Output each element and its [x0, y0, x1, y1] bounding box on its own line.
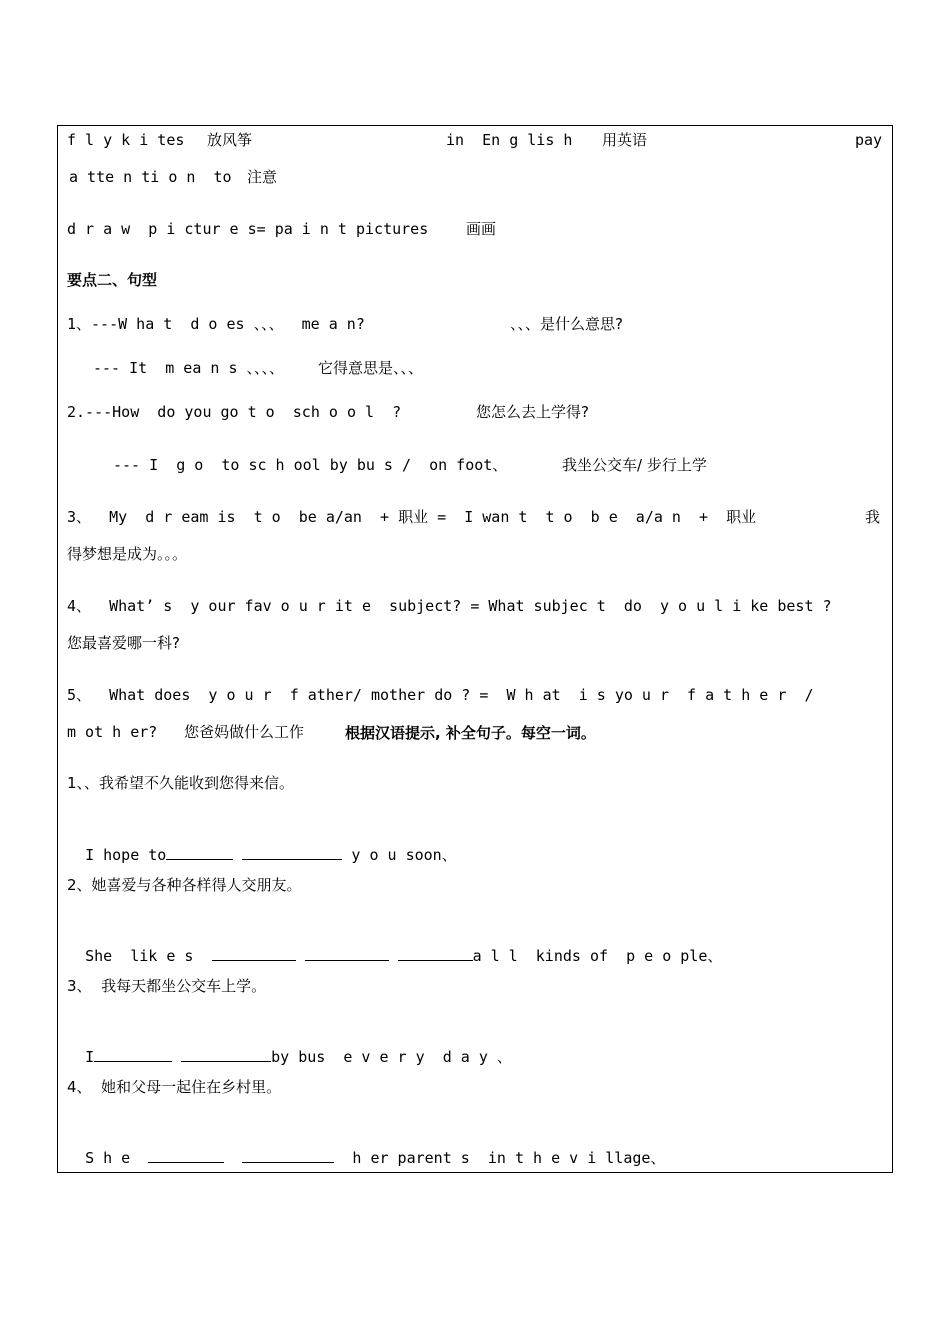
vocab-attention-to-zh: 注意 [247, 168, 278, 186]
pattern-3-line-1: 3、 My d r eam is t o be a/an + 职业 = I wan t t o b e a/a n + 职业 [67, 508, 757, 526]
pattern-5-line-2-en: m ot h er? [67, 723, 158, 741]
vocab-draw-pictures: d r a w p i ctur e s= pa i n t pictures [67, 220, 429, 238]
pattern-1-answer: --- It m ea n s 、、、、 [93, 359, 285, 377]
pattern-3-line-2: 得梦想是成为。。。 [67, 545, 188, 563]
vocab-in-english-zh: 用英语 [602, 131, 648, 149]
exercise-3-blank-1[interactable] [94, 1047, 172, 1062]
vocab-draw-pictures-zh: 画画 [466, 220, 497, 238]
pattern-2-question-zh: 您怎么去上学得? [476, 403, 589, 421]
exercise-4-lead: S h e [85, 1149, 149, 1167]
exercise-1-tail: y o u soon、 [342, 846, 457, 864]
exercise-3-sentence [67, 1027, 512, 1067]
pattern-1-question-zh: 、、、是什么意思? [510, 315, 623, 333]
exercise-4-sentence [67, 1128, 665, 1168]
content-frame [57, 125, 893, 1173]
pattern-4-line-2: 您最喜爱哪一科? [67, 634, 180, 652]
exercise-3-prompt: 3、 我每天都坐公交车上学。 [67, 977, 267, 995]
vocab-in-english: in En g lis h [446, 131, 573, 149]
exercise-4-tail: h er parent s in t h e v i llage、 [334, 1149, 666, 1167]
exercise-4-blank-2[interactable] [242, 1148, 334, 1163]
pattern-5-line-2-zh: 您爸妈做什么工作 [184, 723, 305, 741]
exercise-2-blank-2[interactable] [305, 946, 389, 961]
exercise-2-prompt: 2、她喜爱与各种各样得人交朋友。 [67, 876, 302, 894]
exercise-1-prompt: 1、、我希望不久能收到您得来信。 [67, 774, 295, 792]
pattern-1-answer-zh: 它得意思是、、、 [318, 359, 424, 377]
pattern-2-question: 2.---How do you go t o sch o o l ? [67, 403, 402, 421]
exercise-4-prompt: 4、 她和父母一起住在乡村里。 [67, 1078, 282, 1096]
exercise-3-tail: by bus e v e r y d a y 、 [271, 1048, 512, 1066]
vocab-attention-to: a tte n ti o n to [69, 168, 232, 186]
exercise-3-lead: I [85, 1048, 95, 1066]
pattern-5-line-1: 5、 What does y o u r f ather/ mother do ? = W h at i s yo u r f a t h e r / [67, 686, 814, 704]
exercise-2-blank-3[interactable] [398, 946, 473, 961]
vocab-pay: pay [855, 131, 883, 149]
exercise-1-blank-2[interactable] [242, 845, 342, 860]
exercise-1-lead: I hope to [85, 846, 167, 864]
vocab-fly-kites-zh: 放风筝 [207, 131, 253, 149]
exercise-2-sentence [67, 926, 722, 966]
exercise-1-blank-1[interactable] [166, 845, 233, 860]
pattern-4-line-1: 4、 What’ s y our fav o u r it e subject? = What subjec t do y o u l i ke best ? [67, 597, 832, 615]
exercise-heading: 根据汉语提示, 补全句子。每空一词。 [345, 724, 596, 742]
exercise-1-sentence [67, 825, 457, 865]
exercise-2-blank-1[interactable] [212, 946, 296, 961]
pattern-2-answer-zh: 我坐公交车/ 步行上学 [562, 456, 707, 474]
vocab-fly-kites: f l y k i tes [67, 131, 185, 149]
section-heading: 要点二、句型 [67, 271, 158, 289]
pattern-3-line-1-end: 我 [865, 508, 881, 526]
exercise-2-lead: She lik e s [85, 947, 212, 965]
exercise-2-tail: a l l kinds of p e o ple、 [472, 947, 723, 965]
exercise-4-blank-1[interactable] [148, 1148, 224, 1163]
pattern-1-question: 1、---W ha t d o es 、、、 me a n? [67, 315, 365, 333]
pattern-2-answer: --- I g o to sc h ool by bu s / on foot、 [113, 456, 508, 474]
exercise-3-blank-2[interactable] [181, 1047, 271, 1062]
